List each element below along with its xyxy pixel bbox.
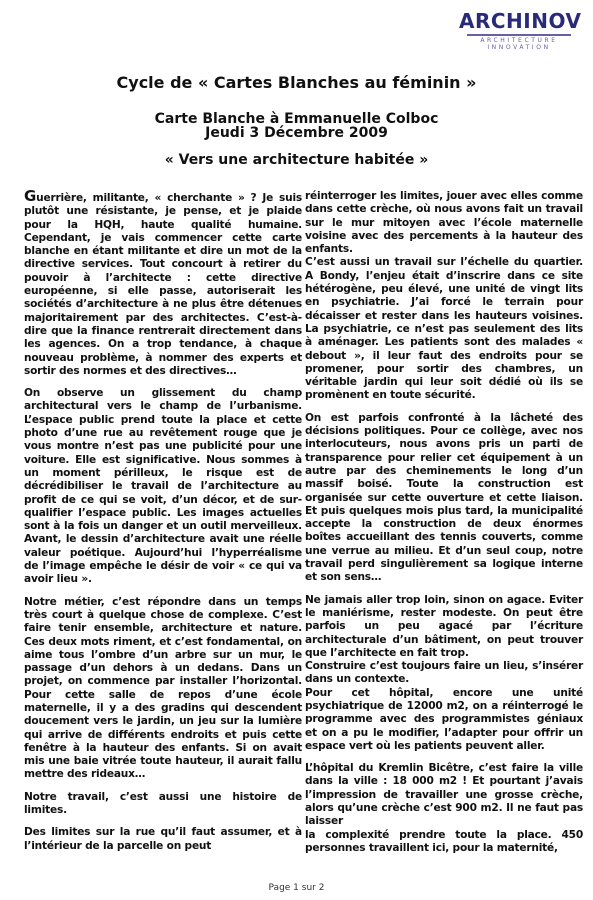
archinov-logo [459, 9, 582, 51]
paragraph: la complexité prendre toute la place. 450 personnes travaillent ici, pour la maternité, [305, 828, 583, 854]
drop-cap: G [24, 187, 37, 205]
logo-subline-1: ARCHITECTURE [480, 37, 558, 44]
logo-divider [467, 34, 571, 36]
paragraph: Pour cet hôpital, encore une unité psychiatrique de 12000 m2, on a réinterrogé le programme avec des programmistes géniaux et on a pu le modifier, l’adapter pour offrir un espace vert où les patients peuvent aller. [305, 686, 583, 752]
paragraph-text: uerrière, militante, « cherchante » ? Je suis plutôt une résistante, je pense, et je plaide pour la HQH, haute qualité humaine. Cependant, je vais commencer cette carte blanche en étant militante et dire un mot de la directive services. Tout concourt à retirer du pouvoir à l’architecte : cette directive européenne, si elle passe, autoriserait les sociétés d’architecture à ne plus être détenues majoritairement par des architectes. C’est-à-dire que la finance rentrerait directement dans les agences. On a trop tendance, à chaque nouveau problème, à nommer des experts et sortir des normes et des directives… [24, 192, 302, 377]
paragraph: Notre travail, c’est aussi une histoire de limites. [24, 790, 302, 817]
paragraph: Construire c’est toujours faire un lieu, s’insérer dans un contexte. [305, 660, 583, 686]
logo-subline-2: INNOVATION [487, 44, 551, 51]
paragraph: On est parfois confronté à la lâcheté des décisions politiques. Pour ce collège, avec nos interlocuteurs, nous avons pris un parti de transparence pour relier cet équipement à un autre par des cheminements le long d’un massif boisé. Toute la construction est organisée sur cette ouverture et cette liaison. Et puis quelques mois plus tard, la municipalité accepte la construction de deux énormes boîtes accueillant des tennis couverts, comme une verrue au milieu. Et d’un seul coup, notre travail perd singulièrement sa logique interne et son sens… [305, 411, 583, 584]
subtitle-date: Jeudi 3 Décembre 2009 [205, 125, 388, 141]
page-number: Page 1 sur 2 [268, 883, 325, 893]
subtitle-speaker: Carte Blanche à Emmanuelle Colboc [154, 111, 439, 127]
paragraph [24, 187, 302, 378]
paragraph: Des limites sur la rue qu’il faut assumer, et à l’intérieur de la parcelle on peut [24, 826, 302, 852]
paragraph: Ne jamais aller trop loin, sinon on agace. Eviter le maniérisme, rester modeste. On peut être parfois un peu agacé par l’écriture architecturale d’un bâtiment, on peut trouver que l’architecte en fait trop. [305, 593, 583, 659]
left-column [24, 187, 302, 862]
paragraph: C’est aussi un travail sur l’échelle du quartier. A Bondy, l’enjeu était d’inscrire dans ce site hétérogène, peu élevé, une unité de vingt lits en psychiatrie. J’ai forcé le terrain pour décaisser et rester dans les hauteurs voisines. La psychiatrie, ce n’est pas seulement des lits à aménager. Les patients sont des malades « debout », il leur faut des endroits pour se promener, pour sortir des chambres, un véritable jardin qui leur soit dédié où ils se promènent en toute sécurité. [305, 256, 583, 402]
paragraph: Notre métier, c’est répondre dans un temps très court à quelque chose de complexe. C’est faire tenir ensemble, architecture et nature. Ces deux mots riment, et c’est fondamental, on aime tous l’ombre d’un arbre sur un mur, le passage d’un dehors à un dedans. Dans un projet, on commence par installer l’horizontal. Pour cette salle de repos d’une école maternelle, il y a des gradins qui descendent doucement vers le jardin, un jeu sur la lumière qui arrive de différents endroits et puis cette fenêtre à la hauteur des enfants. Si on avait mis une baie vitrée toute hauteur, il aurait fallu mettre des rideaux… [24, 595, 302, 781]
paragraph: On observe un glissement du champ architectural vers le champ de l’urbanisme. L’espace public prend toute la place et cette photo d’une rue au revêtement rouge que je vous montre n’est pas une publicité pour une voiture. Elle est significative. Nous sommes à un moment périlleux, le risque est de décrédibiliser le travail de l’architecture au profit de ce qui se voit, d’un décor, et de sur-qualifier l’espace public. Les images actuelles sont à la fois un danger et un outil merveilleux. Avant, le dessin d’architecture avait une réelle valeur poétique. Aujourd’hui l’hyperréalisme de l’image empêche le désir de voir « ce qui va avoir lieu ». [24, 387, 302, 586]
document-title: Cycle de « Cartes Blanches au féminin » [116, 73, 477, 92]
paragraph: réinterroger les limites, jouer avec elles comme dans cette crèche, où nous avons fait un travail sur le mur mitoyen avec l’école maternelle voisine avec des percements à la hauteur des enfants. [305, 190, 583, 256]
logo-name: ARCHINOV [459, 9, 582, 33]
talk-title: « Vers une architecture habitée » [164, 152, 429, 168]
right-column [305, 190, 583, 864]
paragraph: L’hôpital du Kremlin Bicêtre, c’est faire la ville dans la ville : 18 000 m2 ! Et pourtant j’avais l’impression de travailler une grosse crèche, alors qu’une crèche c’est 900 m2. Il ne faut pas laisser [305, 762, 583, 828]
